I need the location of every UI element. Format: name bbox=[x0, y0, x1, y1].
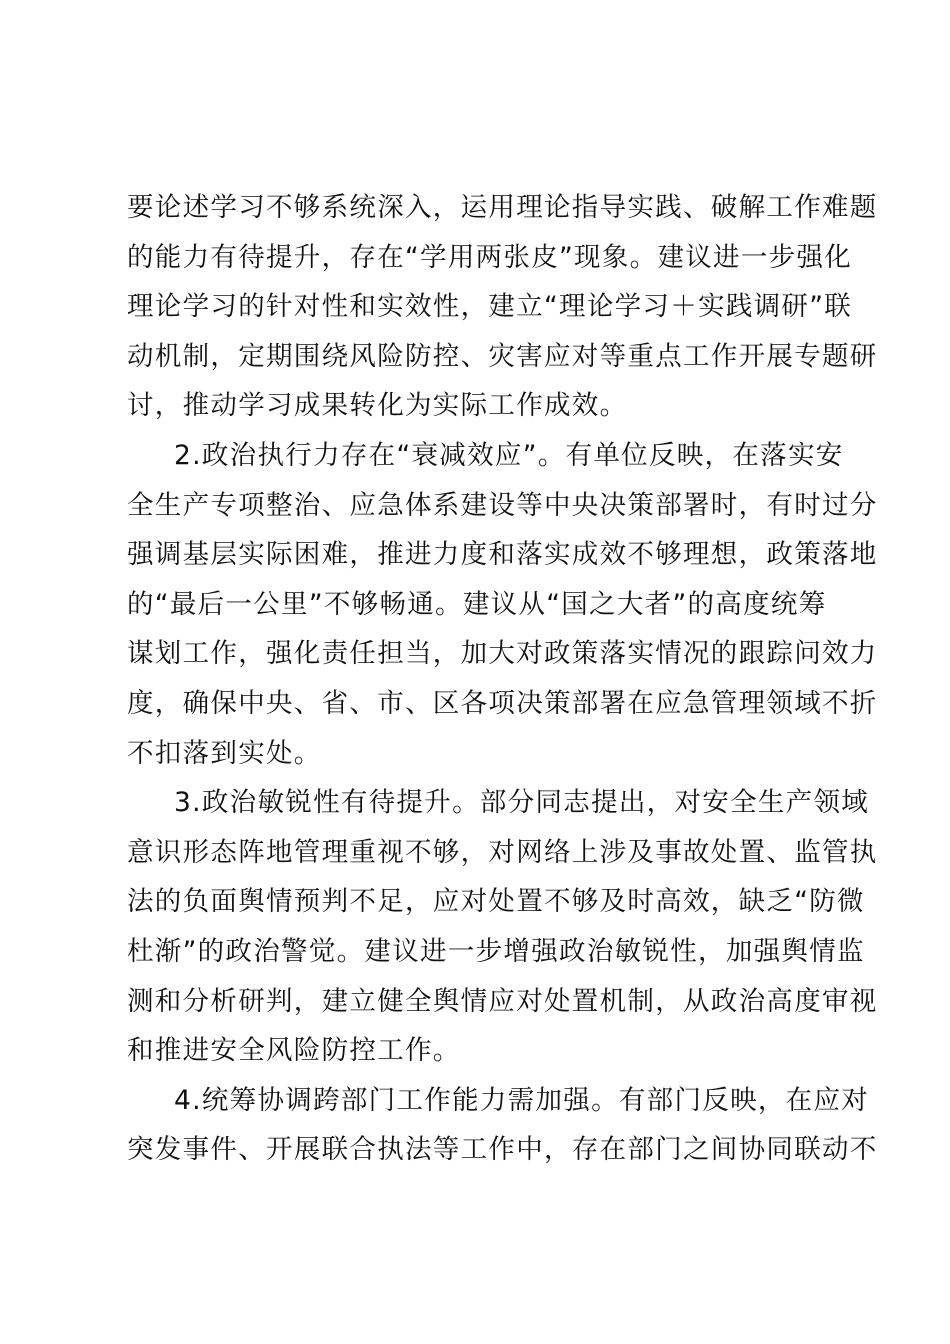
text-line: 的能力有待提升，存在“学用两张皮”现象。建议进一步强化 bbox=[127, 241, 853, 273]
text-line: 度，确保中央、省、市、区各项决策部署在应急管理领域不折 bbox=[127, 687, 878, 719]
text-line: 讨，推动学习成果转化为实际工作成效。 bbox=[127, 390, 628, 422]
text-line: 强调基层实际困难，推进力度和落实成效不够理想，政策落地 bbox=[127, 539, 878, 571]
text-line: 不扣落到实处。 bbox=[127, 737, 322, 769]
text-line: 测和分析研判，建立健全舆情应对处置机制，从政治高度审视 bbox=[127, 985, 878, 1017]
text-line: 的“最后一公里”不够畅通。建议从“国之大者”的高度统筹 bbox=[127, 588, 827, 620]
paragraph-3-political-sensitivity bbox=[127, 778, 878, 1076]
paragraph-continuation bbox=[127, 183, 878, 431]
text-line: 谋划工作，强化责任担当，加大对政策落实情况的跟踪问效力 bbox=[127, 638, 878, 670]
text-line: 理论学习的针对性和实效性，建立“理论学习＋实践调研”联 bbox=[127, 291, 853, 323]
text-line: 意识形态阵地管理重视不够，对网络上涉及事故处置、监管执 bbox=[127, 836, 878, 868]
text-line: 和推进安全风险防控工作。 bbox=[127, 1035, 461, 1067]
text-line: 法的负面舆情预判不足，应对处置不够及时高效，缺乏“防微 bbox=[127, 886, 865, 918]
text-line: 全生产专项整治、应急体系建设等中央决策部署时，有时过分 bbox=[127, 489, 878, 521]
paragraph-heading-line: 3.政治敏锐性有待提升。部分同志提出，对安全生产领域 bbox=[174, 787, 870, 819]
paragraph-2-political-execution bbox=[127, 431, 878, 778]
text-line: 要论述学习不够系统深入，运用理论指导实践、破解工作难题 bbox=[127, 192, 878, 223]
paragraph-heading-line: 2.政治执行力存在“衰减效应”。有单位反映，在落实安 bbox=[174, 439, 844, 471]
paragraph-heading-line: 4.统筹协调跨部门工作能力需加强。有部门反映，在应对 bbox=[174, 1084, 870, 1116]
text-line: 突发事件、开展联合执法等工作中，存在部门之间协同联动不 bbox=[127, 1134, 878, 1166]
text-line: 杜渐”的政治警觉。建议进一步增强政治敏锐性，加强舆情监 bbox=[127, 935, 865, 967]
text-line: 动机制，定期围绕风险防控、灾害应对等重点工作开展专题研 bbox=[127, 340, 878, 372]
document-body bbox=[127, 183, 878, 1175]
paragraph-4-cross-department-coordination bbox=[127, 1076, 878, 1175]
